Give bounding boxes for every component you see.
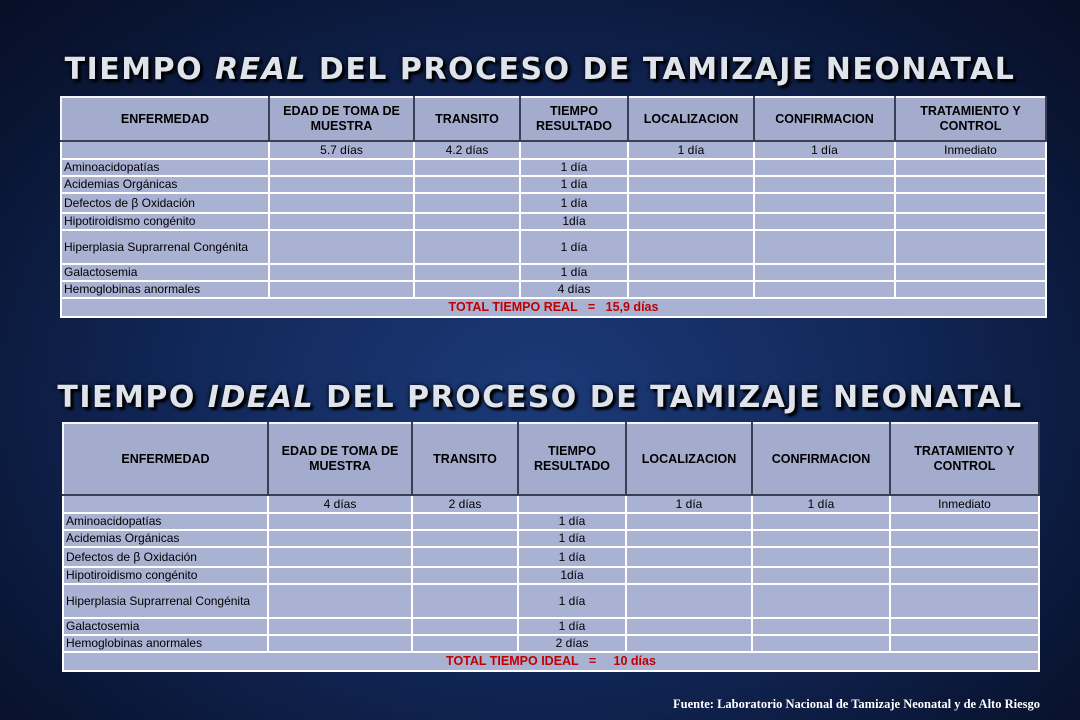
table-cell <box>628 176 754 193</box>
disease-name: Aminoacidopatías <box>63 513 268 530</box>
table-cell <box>520 141 628 159</box>
table-cell <box>752 567 890 584</box>
table-cell <box>269 281 414 298</box>
table-cell <box>628 213 754 230</box>
table-cell <box>752 530 890 547</box>
disease-name: Defectos de β Oxidación <box>63 547 268 567</box>
table-cell <box>754 193 895 213</box>
table-cell <box>268 567 412 584</box>
table-cell <box>626 635 752 652</box>
title-text: DEL PROCESO DE TAMIZAJE NEONATAL <box>306 52 1016 87</box>
time-tratamiento: Inmediato <box>890 495 1039 513</box>
table-row <box>63 513 1039 530</box>
title-text: TIEMPO <box>57 380 208 415</box>
total-row <box>63 652 1039 671</box>
table-cell <box>628 159 754 176</box>
total-ideal: TOTAL TIEMPO IDEAL = 10 días <box>63 652 1039 671</box>
disease-name: Aminoacidopatías <box>61 159 269 176</box>
table-row <box>63 530 1039 547</box>
time-localizacion: 1 día <box>626 495 752 513</box>
title-real <box>0 52 1080 87</box>
table-cell <box>628 264 754 281</box>
table-cell <box>890 584 1039 618</box>
header-confirmacion: CONFIRMACION <box>752 423 890 495</box>
table-cell <box>412 635 518 652</box>
disease-name: Acidemias Orgánicas <box>61 176 269 193</box>
table-cell <box>754 264 895 281</box>
table-tiempo-ideal <box>62 422 1040 672</box>
header-tratamiento-control: TRATAMIENTO Y CONTROL <box>890 423 1039 495</box>
result-time: 1 día <box>518 547 626 567</box>
table-cell <box>754 230 895 264</box>
table-cell <box>890 513 1039 530</box>
table-cell <box>269 213 414 230</box>
header-enfermedad: ENFERMEDAD <box>63 423 268 495</box>
table-cell <box>626 547 752 567</box>
table-cell <box>752 584 890 618</box>
table-cell <box>412 547 518 567</box>
table-cell <box>269 176 414 193</box>
table-cell <box>754 176 895 193</box>
table-cell <box>626 513 752 530</box>
disease-name: Defectos de β Oxidación <box>61 193 269 213</box>
disease-name: Hemoglobinas anormales <box>63 635 268 652</box>
table-cell <box>626 618 752 635</box>
table-row <box>61 193 1046 213</box>
result-time: 2 días <box>518 635 626 652</box>
disease-name: Hipotiroidismo congénito <box>61 213 269 230</box>
header-tiempo-resultado: TIEMPO RESULTADO <box>520 97 628 141</box>
table-cell <box>626 567 752 584</box>
table-cell <box>414 264 520 281</box>
header-edad-toma-muestra: EDAD DE TOMA DE MUESTRA <box>268 423 412 495</box>
time-tratamiento: Inmediato <box>895 141 1046 159</box>
disease-name: Hipotiroidismo congénito <box>63 567 268 584</box>
table-row <box>63 584 1039 618</box>
disease-name: Hiperplasia Suprarrenal Congénita <box>61 230 269 264</box>
result-time: 1 día <box>520 230 628 264</box>
table-cell <box>754 159 895 176</box>
result-time: 1día <box>518 567 626 584</box>
table-row <box>61 159 1046 176</box>
disease-name: Hiperplasia Suprarrenal Congénita <box>63 584 268 618</box>
table-row <box>61 230 1046 264</box>
table-cell <box>752 513 890 530</box>
disease-name: Galactosemia <box>61 264 269 281</box>
table-cell <box>626 530 752 547</box>
table-row <box>63 567 1039 584</box>
title-ideal <box>0 380 1080 415</box>
table-cell <box>628 281 754 298</box>
table-cell <box>890 567 1039 584</box>
table-cell <box>890 618 1039 635</box>
header-confirmacion: CONFIRMACION <box>754 97 895 141</box>
table-cell <box>412 530 518 547</box>
table-cell <box>890 635 1039 652</box>
table-row <box>61 264 1046 281</box>
table-row <box>63 635 1039 652</box>
table-cell <box>895 213 1046 230</box>
table-cell <box>628 193 754 213</box>
title-text: DEL PROCESO DE TAMIZAJE NEONATAL <box>314 380 1023 415</box>
table-cell <box>63 495 268 513</box>
time-confirmacion: 1 día <box>752 495 890 513</box>
total-real: TOTAL TIEMPO REAL = 15,9 días <box>61 298 1046 317</box>
header-transito: TRANSITO <box>412 423 518 495</box>
table-cell <box>268 618 412 635</box>
disease-name: Acidemias Orgánicas <box>63 530 268 547</box>
table-cell <box>412 618 518 635</box>
result-time: 1día <box>520 213 628 230</box>
disease-name: Hemoglobinas anormales <box>61 281 269 298</box>
table-cell <box>890 547 1039 567</box>
header-localizacion: LOCALIZACION <box>626 423 752 495</box>
table-cell <box>269 264 414 281</box>
table-cell <box>895 264 1046 281</box>
title-real-emphasis: REAL <box>215 52 307 87</box>
table-cell <box>752 635 890 652</box>
table-cell <box>414 213 520 230</box>
table-cell <box>412 567 518 584</box>
table-row <box>61 176 1046 193</box>
result-time: 1 día <box>520 264 628 281</box>
table-cell <box>628 230 754 264</box>
table-cell <box>412 584 518 618</box>
times-row <box>63 495 1039 513</box>
table-cell <box>752 547 890 567</box>
table-cell <box>269 230 414 264</box>
table-cell <box>518 495 626 513</box>
result-time: 4 días <box>520 281 628 298</box>
times-row <box>61 141 1046 159</box>
table-cell <box>414 230 520 264</box>
table-cell <box>414 193 520 213</box>
title-text: TIEMPO <box>64 52 216 87</box>
header-tratamiento-control: TRATAMIENTO Y CONTROL <box>895 97 1046 141</box>
table-cell <box>414 176 520 193</box>
table-cell <box>895 193 1046 213</box>
result-time: 1 día <box>520 159 628 176</box>
time-edad: 4 días <box>268 495 412 513</box>
total-row <box>61 298 1046 317</box>
table-cell <box>895 159 1046 176</box>
table-cell <box>268 513 412 530</box>
time-edad: 5.7 días <box>269 141 414 159</box>
source-note: Fuente: Laboratorio Nacional de Tamizaje Neonatal y de Alto Riesgo <box>673 697 1040 711</box>
table-tiempo-real <box>60 96 1047 318</box>
result-time: 1 día <box>520 193 628 213</box>
table-cell <box>268 635 412 652</box>
table-cell <box>754 213 895 230</box>
table-cell <box>269 159 414 176</box>
table-row <box>63 618 1039 635</box>
table-cell <box>269 193 414 213</box>
table-row <box>61 281 1046 298</box>
table-cell <box>890 530 1039 547</box>
table-row <box>63 547 1039 567</box>
header-edad-toma-muestra: EDAD DE TOMA DE MUESTRA <box>269 97 414 141</box>
result-time: 1 día <box>520 176 628 193</box>
time-transito: 2 días <box>412 495 518 513</box>
header-enfermedad: ENFERMEDAD <box>61 97 269 141</box>
table-cell <box>626 584 752 618</box>
table-cell <box>414 159 520 176</box>
result-time: 1 día <box>518 584 626 618</box>
table-cell <box>414 281 520 298</box>
time-confirmacion: 1 día <box>754 141 895 159</box>
table-cell <box>895 281 1046 298</box>
header-localizacion: LOCALIZACION <box>628 97 754 141</box>
table-cell <box>895 176 1046 193</box>
header-transito: TRANSITO <box>414 97 520 141</box>
table-cell <box>752 618 890 635</box>
table-cell <box>268 530 412 547</box>
time-localizacion: 1 día <box>628 141 754 159</box>
result-time: 1 día <box>518 513 626 530</box>
time-transito: 4.2 días <box>414 141 520 159</box>
result-time: 1 día <box>518 530 626 547</box>
table-header-row <box>63 423 1039 495</box>
title-ideal-emphasis: IDEAL <box>207 380 315 415</box>
table-row <box>61 213 1046 230</box>
table-cell <box>412 513 518 530</box>
table-cell <box>268 584 412 618</box>
table-cell <box>754 281 895 298</box>
disease-name: Galactosemia <box>63 618 268 635</box>
table-cell <box>61 141 269 159</box>
header-tiempo-resultado: TIEMPO RESULTADO <box>518 423 626 495</box>
table-header-row <box>61 97 1046 141</box>
result-time: 1 día <box>518 618 626 635</box>
table-cell <box>268 547 412 567</box>
table-cell <box>895 230 1046 264</box>
